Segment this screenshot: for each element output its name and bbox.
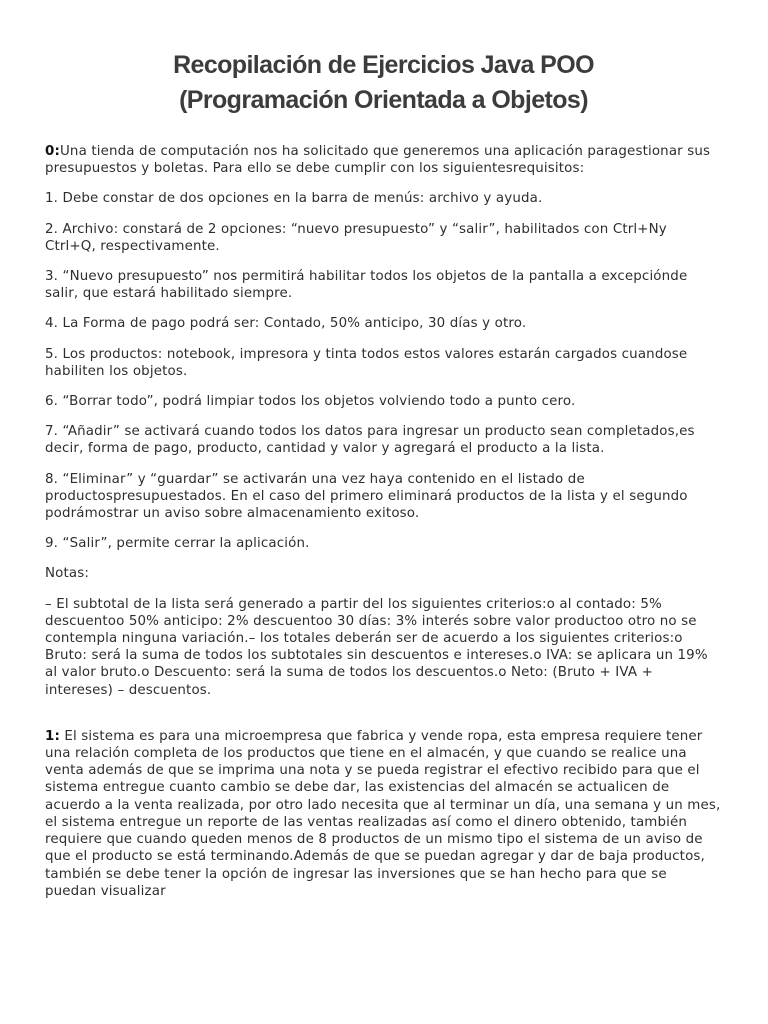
requirement-6: 6. “Borrar todo”, podrá limpiar todos los objetos volviendo todo a punto cero.	[45, 394, 576, 410]
document-title	[45, 48, 722, 118]
requirement-4: 4. La Forma de pago podrá ser: Contado, 50% anticipo, 30 días y otro.	[45, 316, 527, 332]
title-line-1: Recopilación de Ejercicios Java POO	[173, 51, 594, 79]
section-gap	[45, 712, 722, 728]
requirement-1: 1. Debe constar de dos opciones en la barra de menús: archivo y ayuda.	[45, 191, 543, 207]
exercise-1-text: El sistema es para una microempresa que fabrica y vende ropa, esta empresa requiere tener una relación completa de los productos que tiene en el almacén, y que cuando se realice una venta además de que se imprima una nota y se pueda registrar el efectivo recibido para que el sistema entregue cuanto cambio se debe dar, las existencias del almacén se actualicen de acuerdo a la venta realizada, por otro lado necesita que al terminar un día, una semana y un mes, el sistema entregue un reporte de las ventas realizadas así como el dinero obtenido, también requiere que cuando queden menos de 8 productos de un mismo tipo el sistema de un aviso de que el producto se está terminando.Además de que se puedan agregar y dar de baja productos, también se debe tener la opción de ingresar las inversiones que se han hecho para que se puedan visualizar	[45, 728, 721, 899]
exercise-1-number: 1:	[45, 728, 60, 744]
requirement-2: 2. Archivo: constará de 2 opciones: “nuevo presupuesto” y “salir”, habilitados con Ctrl+Ny Ctrl+Q, respectivamente.	[45, 221, 667, 254]
requirement-3: 3. “Nuevo presupuesto” nos permitirá habilitar todos los objetos de la pantalla a excepciónde salir, que estará habilitado siempre.	[45, 269, 688, 302]
requirement-8: 8. “Eliminar” y “guardar” se activarán una vez haya contenido en el listado de productospresupuestados. En el caso del primero eliminará productos de la lista y el segundo podrámostrar un aviso sobre almacenamiento exitoso.	[45, 471, 688, 522]
notes-label: Notas:	[45, 566, 90, 582]
document-body	[45, 143, 722, 900]
requirement-9: 9. “Salir”, permite cerrar la aplicación.	[45, 536, 310, 552]
exercise-1	[45, 728, 722, 900]
title-line-2: (Programación Orientada a Objetos)	[179, 86, 588, 114]
requirement-5: 5. Los productos: notebook, impresora y tinta todos estos valores estarán cargados cuandose habiliten los objetos.	[45, 346, 688, 379]
requirement-7: 7. “Añadir” se activará cuando todos los datos para ingresar un producto sean completados,es decir, forma de pago, producto, cantidad y valor y agregará el producto a la lista.	[45, 424, 695, 457]
exercise-0-number: 0:	[45, 144, 60, 159]
exercise-0-intro	[45, 143, 722, 177]
notes-text: – El subtotal de la lista será generado a partir del los siguientes criterios:o al contado: 5% descuentoo 50% anticipo: 2% descuentoo 30 días: 3% interés sobre valor productoo otro no se contempla ninguna variación.– los totales deberán ser de acuerdo a los siguientes criterios:o Bruto: será la suma de todos los subtotales sin descuentos e intereses.o IVA: se aplicara un 19% al valor bruto.o Descuento: será la suma de todos los descuentos.o Neto: (Bruto + IVA + intereses) – descuentos.	[45, 596, 708, 698]
exercise-0-intro-text: Una tienda de computación nos ha solicitado que generemos una aplicación paragestionar sus presupuestos y boletas. Para ello se debe cumplir con los siguientesrequisitos:	[45, 144, 711, 177]
